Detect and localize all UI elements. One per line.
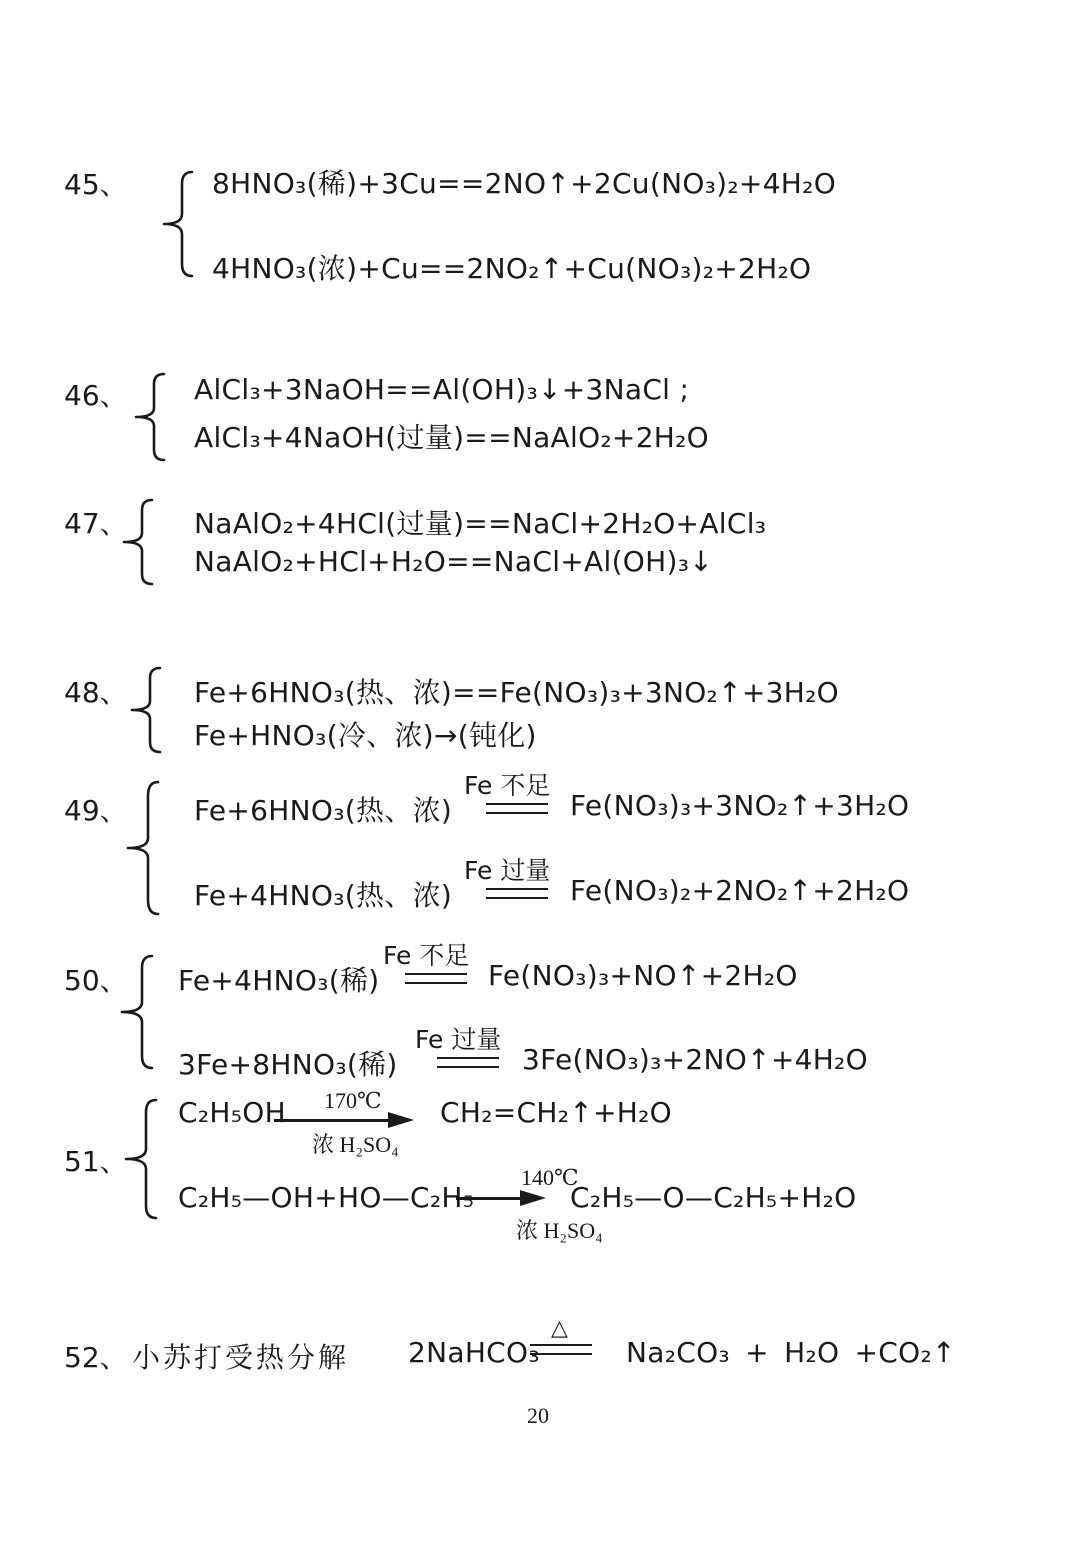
reaction-50-line-1-right: Fe(NO₃)₃+NO↑+2H₂O	[488, 959, 798, 992]
reaction-51-line-1-arrow-head-icon	[388, 1112, 414, 1128]
reaction-48-line-2: Fe+HNO₃(冷、浓)→(钝化)	[194, 719, 537, 752]
reaction-48-number: 48、	[64, 676, 128, 709]
reaction-50-line-2-condition: Fe 过量	[415, 1025, 502, 1054]
reaction-49-line-1-condition: Fe 不足	[464, 771, 551, 800]
reaction-52-left: 2NaHCO₃	[408, 1336, 540, 1369]
reaction-51-number: 51、	[64, 1145, 128, 1178]
reaction-49-line-2-right: Fe(NO₃)₂+2NO₂↑+2H₂O	[570, 874, 910, 907]
reaction-51-line-1-left: C₂H₅OH	[178, 1096, 286, 1129]
reaction-49-number: 49、	[64, 794, 128, 827]
reaction-45-brace	[158, 170, 196, 278]
reaction-52-heat-condition: △	[551, 1316, 568, 1341]
reaction-46-number: 46、	[64, 379, 128, 412]
reaction-51-line-1-right: CH₂=CH₂↑+H₂O	[440, 1096, 672, 1129]
reaction-45-number: 45、	[64, 168, 128, 201]
reaction-51-line-2-arrow-head-icon	[520, 1190, 546, 1206]
reaction-52-title: 小苏打受热分解	[132, 1341, 350, 1374]
reaction-50-line-1-left: Fe+4HNO₃(稀)	[178, 964, 380, 997]
reaction-46-brace	[130, 372, 168, 462]
reaction-50-line-2-left: 3Fe+8HNO₃(稀)	[178, 1048, 398, 1081]
reaction-49-line-2-equals	[486, 888, 548, 899]
reaction-47-number: 47、	[64, 507, 128, 540]
reaction-48-line-1: Fe+6HNO₃(热、浓)==Fe(NO₃)₃+3NO₂↑+3H₂O	[194, 676, 839, 709]
reaction-51-line-1-catalyst: 浓 H₂SO₄	[312, 1132, 399, 1157]
reaction-52-equals	[530, 1344, 592, 1355]
reaction-51-line-2-right: C₂H₅—O—C₂H₅+H₂O	[570, 1181, 857, 1214]
reaction-50-line-2-equals	[437, 1057, 499, 1068]
reaction-52-right: Na₂CO₃ + H₂O +CO₂↑	[626, 1336, 956, 1369]
reaction-49-line-1-left: Fe+6HNO₃(热、浓)	[194, 794, 453, 827]
reaction-50-brace	[116, 954, 156, 1070]
reaction-50-line-1-equals	[405, 973, 467, 984]
reaction-50-number: 50、	[64, 964, 128, 997]
reaction-47-line-2: NaAlO₂+HCl+H₂O==NaCl+Al(OH)₃↓	[194, 545, 714, 578]
reaction-48-brace	[126, 666, 164, 754]
reaction-50-line-1-condition: Fe 不足	[383, 941, 470, 970]
reaction-49-brace	[122, 780, 162, 916]
reaction-50-line-2-right: 3Fe(NO₃)₃+2NO↑+4H₂O	[522, 1043, 868, 1076]
reaction-47-brace	[118, 498, 156, 586]
reaction-45-line-1: 8HNO₃(稀)+3Cu==2NO↑+2Cu(NO₃)₂+4H₂O	[212, 167, 837, 200]
reaction-46-line-1: AlCl₃+3NaOH==Al(OH)₃↓+3NaCl ;	[194, 373, 690, 406]
reaction-52-number: 52、	[64, 1341, 128, 1374]
reaction-51-line-2-left: C₂H₅—OH+HO—C₂H₅	[178, 1181, 475, 1214]
reaction-49-line-1-right: Fe(NO₃)₃+3NO₂↑+3H₂O	[570, 789, 910, 822]
reaction-46-line-2: AlCl₃+4NaOH(过量)==NaAlO₂+2H₂O	[194, 421, 710, 454]
reaction-51-line-2-temperature: 140℃	[521, 1165, 579, 1190]
reaction-49-line-2-left: Fe+4HNO₃(热、浓)	[194, 879, 453, 912]
reaction-51-brace	[120, 1098, 160, 1220]
reaction-51-line-2-catalyst: 浓 H₂SO₄	[516, 1218, 603, 1243]
reaction-51-line-1-temperature: 170℃	[324, 1088, 382, 1113]
reaction-49-line-2-condition: Fe 过量	[464, 856, 551, 885]
reaction-49-line-1-equals	[486, 803, 548, 814]
page-number: 20	[527, 1403, 549, 1428]
reaction-51-line-2-arrow-shaft	[456, 1197, 528, 1200]
reaction-47-line-1: NaAlO₂+4HCl(过量)==NaCl+2H₂O+AlCl₃	[194, 507, 767, 540]
reaction-51-line-1-arrow-shaft	[274, 1119, 392, 1122]
reaction-45-line-2: 4HNO₃(浓)+Cu==2NO₂↑+Cu(NO₃)₂+2H₂O	[212, 252, 812, 285]
